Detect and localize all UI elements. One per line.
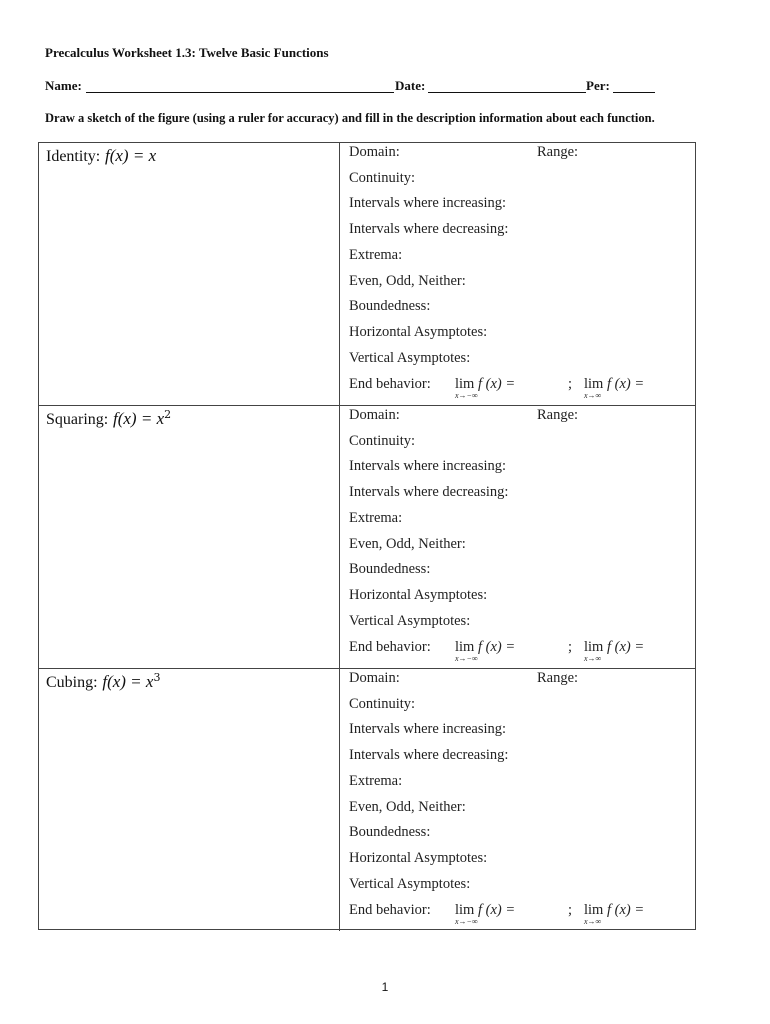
sketch-area[interactable] [39,669,340,931]
decreasing-field[interactable]: Intervals where decreasing: [349,747,509,763]
name-date-per-line [45,78,665,96]
extrema-field[interactable]: Extrema: [349,510,403,526]
function-row-cubing [39,668,695,931]
per-label: Per: [586,78,610,93]
function-row-squaring [39,405,695,668]
date-label: Date: [395,78,426,93]
continuity-field[interactable]: Continuity: [349,170,416,186]
horizontal-asymptotes-field[interactable]: Horizontal Asymptotes: [349,850,488,866]
function-formula: f(x) = x [102,672,154,691]
extrema-field[interactable]: Extrema: [349,773,403,789]
function-name: Squaring: $f(x) = x^2$ [46,408,172,428]
function-row-identity [39,143,695,405]
extrema-field[interactable]: Extrema: [349,247,403,263]
range-field[interactable]: Range: [537,144,579,160]
name-blank[interactable] [86,92,394,93]
limit-pos-infinity: lim f (x) = x→∞ [584,376,645,400]
boundedness-field[interactable]: Boundedness: [349,824,431,840]
continuity-field[interactable]: Continuity: [349,696,416,712]
end-behavior-field[interactable]: End behavior: lim f (x) = x→−∞ ; lim f (x) = x→∞ [349,376,645,400]
function-name: Cubing: $f(x) = x^3$ [46,671,161,691]
domain-field[interactable]: Domain: [349,407,400,423]
description-area [349,669,694,931]
increasing-field[interactable]: Intervals where increasing: [349,195,507,211]
vertical-asymptotes-field[interactable]: Vertical Asymptotes: [349,350,471,366]
limit-neg-infinity: lim f (x) = x→−∞ [455,376,516,400]
worksheet-title: Precalculus Worksheet 1.3: Twelve Basic Functions [45,45,329,60]
even-odd-field[interactable]: Even, Odd, Neither: [349,273,466,289]
increasing-field[interactable]: Intervals where increasing: [349,458,507,474]
domain-field[interactable]: Domain: [349,670,400,686]
description-area [349,406,694,668]
function-formula: f(x) = x [113,409,165,428]
limit-neg-infinity: lim f (x) = x→−∞ [455,902,516,926]
instructions: Draw a sketch of the figure (using a ruler for accuracy) and fill in the description information about each function. [45,111,655,125]
page-number: 1 [381,980,389,994]
sketch-area[interactable] [39,143,340,405]
even-odd-field[interactable]: Even, Odd, Neither: [349,536,466,552]
decreasing-field[interactable]: Intervals where decreasing: [349,484,509,500]
range-field[interactable]: Range: [537,407,579,423]
horizontal-asymptotes-field[interactable]: Horizontal Asymptotes: [349,324,488,340]
limit-pos-infinity: lim f (x) = x→∞ [584,639,645,663]
vertical-asymptotes-field[interactable]: Vertical Asymptotes: [349,613,471,629]
functions-table [38,142,696,930]
range-field[interactable]: Range: [537,670,579,686]
limit-pos-infinity: lim f (x) = x→∞ [584,902,645,926]
description-area [349,143,694,405]
name-label: Name: [45,78,82,93]
boundedness-field[interactable]: Boundedness: [349,561,431,577]
domain-field[interactable]: Domain: [349,144,400,160]
function-formula: f(x) = x [105,146,157,165]
horizontal-asymptotes-field[interactable]: Horizontal Asymptotes: [349,587,488,603]
decreasing-field[interactable]: Intervals where decreasing: [349,221,509,237]
increasing-field[interactable]: Intervals where increasing: [349,721,507,737]
function-name: Identity: f(x) = x [46,146,157,165]
vertical-asymptotes-field[interactable]: Vertical Asymptotes: [349,876,471,892]
boundedness-field[interactable]: Boundedness: [349,298,431,314]
continuity-field[interactable]: Continuity: [349,433,416,449]
sketch-area[interactable] [39,406,340,668]
end-behavior-field[interactable]: End behavior: lim f (x) = x→−∞ ; lim f (x) = x→∞ [349,902,645,926]
date-blank[interactable] [428,92,586,93]
end-behavior-field[interactable]: End behavior: lim f (x) = x→−∞ ; lim f (x) = x→∞ [349,639,645,663]
per-blank[interactable] [613,92,655,93]
limit-neg-infinity: lim f (x) = x→−∞ [455,639,516,663]
even-odd-field[interactable]: Even, Odd, Neither: [349,799,466,815]
